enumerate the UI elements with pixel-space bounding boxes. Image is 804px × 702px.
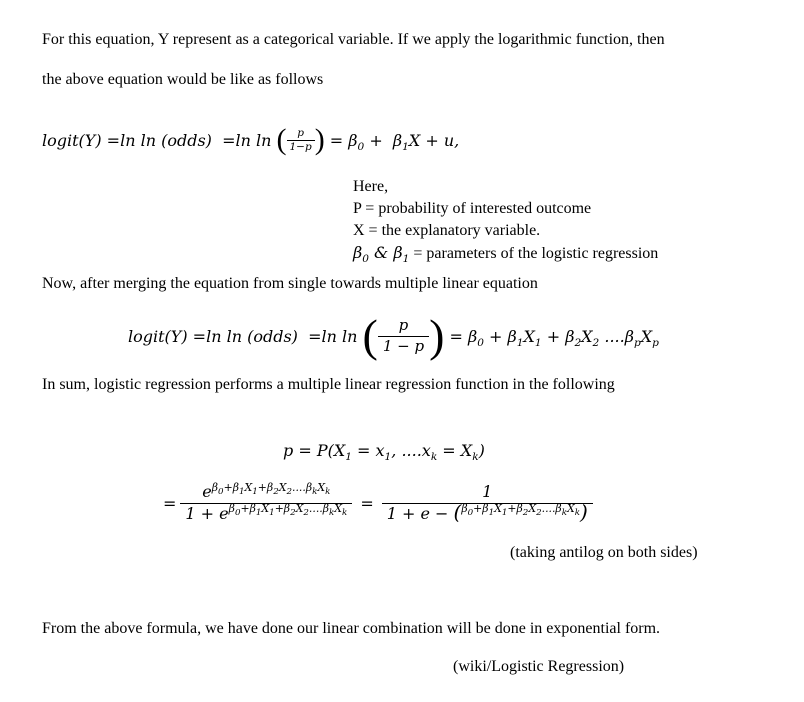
fraction-denominator: 1 − p	[378, 336, 429, 356]
eq2-right-paren: )	[429, 310, 445, 362]
paragraph-3: In sum, logistic regression performs a multiple linear regression function in the following	[42, 376, 615, 393]
eq1-fraction	[287, 127, 315, 152]
sigmoid-fraction-right	[382, 482, 593, 524]
citation-wiki: (wiki/Logistic Regression)	[453, 658, 625, 675]
equation-logit-multiple	[128, 308, 659, 364]
eq2-lhs: logit(Y) =ln ln (odds) =ln ln	[128, 326, 363, 346]
eq2-fraction	[378, 316, 429, 356]
paragraph-4: From the above formula, we have done our linear combination will be done in exponential form.	[42, 620, 661, 637]
paragraph-1-line-2: the above equation would be like as follows	[42, 71, 324, 88]
paragraph-2: Now, after merging the equation from single towards multiple linear equation	[42, 275, 538, 292]
definitions-intro: Here,	[353, 178, 389, 195]
equation-probability-def: $p = P(X_1 = x_1$, $....x_k = X_k$)	[283, 441, 485, 464]
equation-sigmoid	[163, 470, 593, 536]
definition-p: P = probability of interested outcome	[353, 200, 592, 217]
fraction-numerator: p	[297, 127, 304, 140]
equals-sign: =	[163, 493, 177, 513]
eq1-right-paren: )	[314, 123, 325, 157]
exp-right-paren: )	[580, 499, 588, 524]
fraction-numerator: $e^{\beta_0+\beta_1X_1+\beta_2X_2....\beta_kX_k}$	[202, 480, 331, 502]
paragraph-1-line-1: For this equation, Y represent as a categorical variable. If we apply the logarithmic function, then	[42, 31, 665, 48]
definition-betas	[353, 242, 658, 265]
exp-left-paren: (	[453, 499, 462, 524]
beta-symbols: $\beta_0$ & $\beta_1$	[353, 243, 410, 266]
eq2-left-paren: (	[362, 310, 378, 362]
eq1-lhs: logit(Y) =ln ln (odds) =ln ln	[42, 130, 277, 150]
fraction-numerator: p	[398, 316, 409, 335]
eq1-left-paren: (	[276, 123, 287, 157]
fraction-numerator: 1	[482, 482, 493, 502]
equals-sign: =	[360, 493, 374, 513]
definition-x: X = the explanatory variable.	[353, 222, 541, 239]
eq2-rhs: = $\beta_0 + \beta_1X_1 + \beta_2X_2$ $....\beta_pX_p$	[444, 326, 659, 349]
exponent: β0+β1X1+β2X2....βkXk	[461, 502, 581, 519]
fraction-denominator: 1 + e − ($^{\beta_0+\beta_1X_1+\beta_2X_2....\beta_kX_k}$)	[382, 503, 593, 524]
eq1-rhs: = $\beta_0 + \beta_1X + u$,	[324, 130, 460, 153]
sigmoid-fraction-left	[180, 482, 352, 524]
caption-antilog: (taking antilog on both sides)	[510, 544, 698, 561]
fraction-denominator: 1−p	[287, 140, 315, 153]
exponent: β0+β1X1+β2X2....βkXk	[228, 502, 348, 519]
fraction-denominator: $1 + e^{\beta_0+\beta_1X_1+\beta_2X_2....\beta_kX_k}$	[180, 503, 352, 524]
equation-logit-simple	[42, 118, 459, 162]
exponent: β0+β1X1+β2X2....βkXk	[211, 480, 331, 497]
beta-description: = parameters of the logistic regression	[409, 245, 659, 262]
definitions-block	[353, 176, 658, 265]
